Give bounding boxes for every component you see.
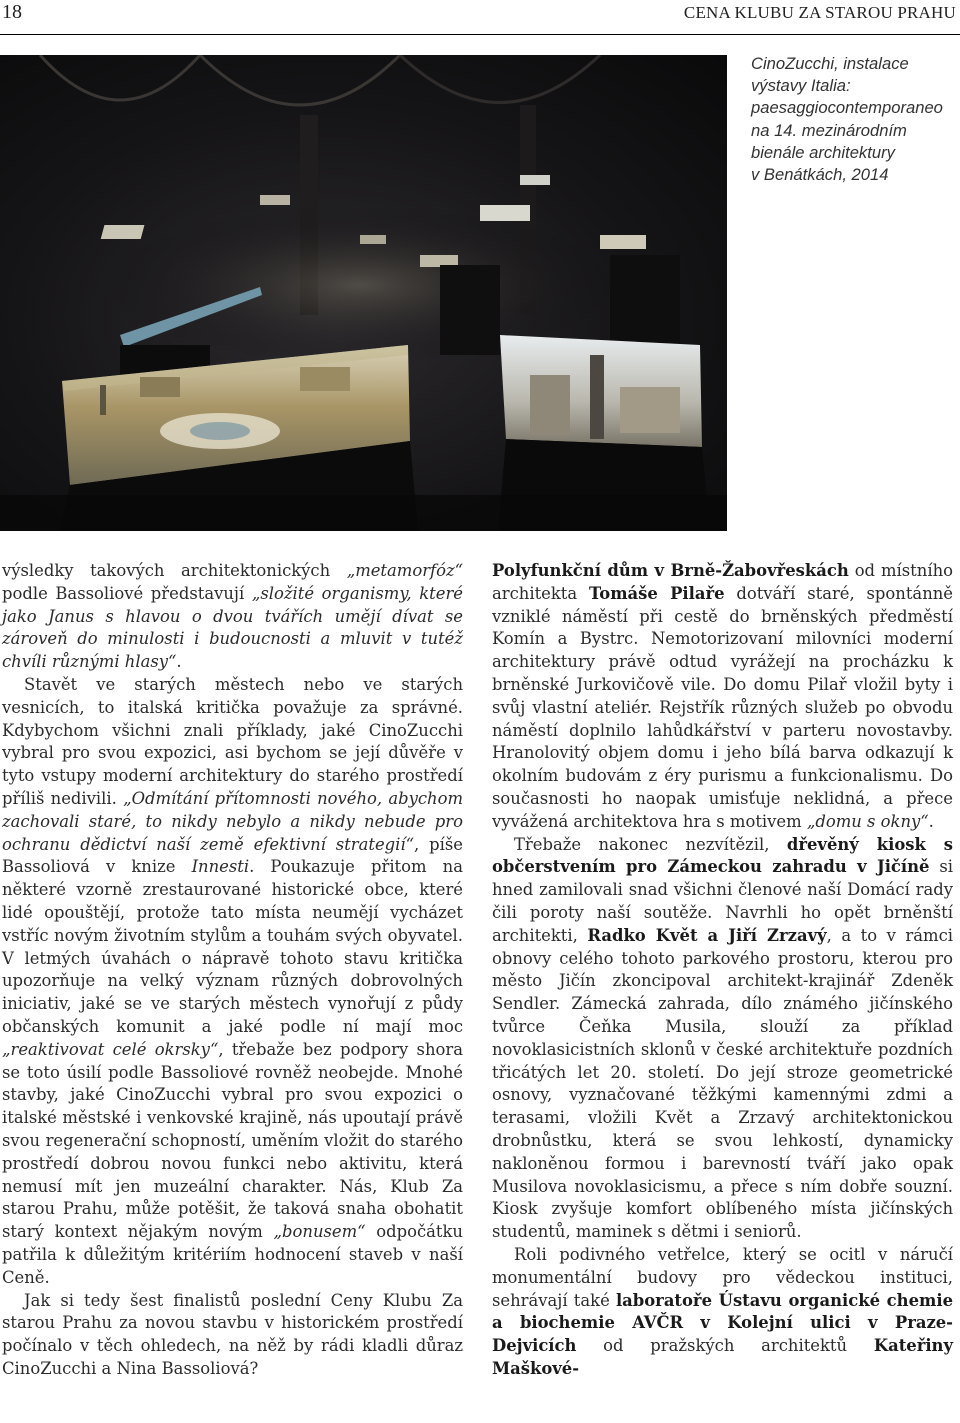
caption-line: paesaggiocontemporaneo	[751, 98, 943, 118]
exhibition-photo-illustration	[0, 55, 727, 531]
header-rule	[0, 34, 960, 35]
photo-caption	[751, 53, 960, 186]
left-column	[2, 560, 463, 1381]
paragraph: Roli podivného vetřelce, který se ocitl v náručí monumentální budovy pro vědeckou instituci, sehrávají také laboratoře Ústavu organické chemie a biochemie AVČR v Kolejní ulici v Praze-Dejvicích od pražských architektů Kateřiny Maškové-	[492, 1244, 953, 1378]
page-number: 18	[2, 1, 22, 23]
paragraph: Stavět ve starých městech nebo ve starých vesnicích, to italská kritička považuje za správné. Kdybychom všichni znali příklady, jaké CinoZucchi vybral pro svou expozici, asi bychom se její důvěře v tyto vstupy moderní architektury do starého prostředí příliš nedivili. „Odmítání přítomnosti nového, abychom zachovali staré, to nikdy nebylo a nikdy nebude pro ochranu dědictví naší země efektivní strategií“, píše Bassoliová v knize Innesti. Poukazuje přitom na některé vzorně zrestaurované historické obce, které lidé opouštějí, protože tato místa neumějí vycházet vstříc novým životním stylům a touhám svých obyvatel. V letmých úvahách o nápravě tohoto stavu kritička upozorňuje na velký význam různých dobrovolných iniciativ, jaké se ve starých městech vynořují z půdy občanských komunit a jaké podle ní mají moc „reaktivovat celé okrsky“, třebaže bez podpory shora se toto úsilí podle Bassoliové rovněž neobejde. Mnohé stavby, jaké CinoZucchi vybral pro svou expozici o italské městské i venkovské krajině, nás upoutají právě svou regenerační schopností, uměním vložit do starého prostředí dobrou novou funkci nebo aktivitu, která nemusí mít jen muzeální charakter. Nás, Klub Za starou Prahu, může potěšit, že taková snaha obohatit starý kontext nějakým novým „bonusem“ odpočátku patřila k důležitým kritériím hodnocení staveb v naší Ceně.	[2, 674, 463, 1287]
caption-line: CinoZucchi, instalace	[751, 54, 909, 73]
caption-line: v Benátkách, 2014	[751, 165, 889, 185]
exhibition-photo	[0, 55, 727, 531]
paragraph: Polyfunkční dům v Brně-Žabovřeskách od místního architekta Tomáše Pilaře dotváří staré, spontánně vzniklé náměstí při cestě do brněnských předměstí Komín a Bystrc. Nemotorizovaní milovníci moderní architektury právě odtud vyrážejí na procházku k brněnské Jurkovičově vile. Do domu Pilař vložil byty i svůj vlastní ateliér. Rejstřík různých služeb po obvodu náměstí doplnilo lahůdkářství v parteru novostavby. Hranolovitý objem domu i jeho bílá barva odkazují k okolním budovám z éry purismu a funkcionalismu. Do současnosti ho naopak umisťuje neklidná, a přece vyvážená architektova hra s motivem „domu s okny“.	[492, 561, 954, 831]
caption-line: výstavy Italia:	[751, 76, 851, 96]
caption-line: na 14. mezinárodním	[751, 120, 907, 140]
caption-line: bienále architektury	[751, 142, 895, 162]
paragraph: Jak si tedy šest finalistů poslední Ceny Klubu Za starou Prahu za novou stavbu v historickém prostředí počínalo v těch ohledech, na něž by rádi kladli důraz CinoZucchi a Nina Bassoliová?	[2, 1290, 463, 1378]
page-header	[0, 0, 960, 38]
running-title: CENA KLUBU ZA STAROU PRAHU	[683, 3, 956, 22]
right-column	[492, 560, 953, 1381]
paragraph: výsledky takových architektonických „metamorfóz“ podle Bassoliové představují „složité organismy, které jako Janus s hlavou o dvou tvářích umějí dívat se zároveň do minulosti i budoucnosti a mluvit v tutéž chvíli různými hlasy“.	[2, 561, 463, 672]
paragraph: Třebaže nakonec nezvítězil, dřevěný kiosk s občerstvením pro Zámeckou zahradu v Jičíně si hned zamilovali snad všichni členové naší Domácí rady čili poroty naší soutěže. Navrhli ho opět brněnští architekti, Radko Květ a Jiří Zrzavý, a to v rámci obnovy celého tohoto parkového prostoru, kterou pro město Jičín zkoncipoval architekt-krajinář Zdeněk Sendler. Zámecká zahrada, dílo známého jičínského tvůrce Čeňka Musila, slouží za příklad novoklasicistních sklonů v české architektuře pozdních třicátých let 20. století. Do její stroze geometrické osnovy, vyznačované těžkými kamennými zdmi a terasami, vložili Květ a Zrzavý architektonickou drobnůstku, která se svou lehkostí, dynamicky nakloněnou formou i barevností tváří jako opak Musilova novoklasicismu, a přece s ním dobře souzní. Kiosk zvyšuje komfort oblíbeného místa jičínských studentů, maminek s dětmi i seniorů.	[492, 834, 953, 1242]
